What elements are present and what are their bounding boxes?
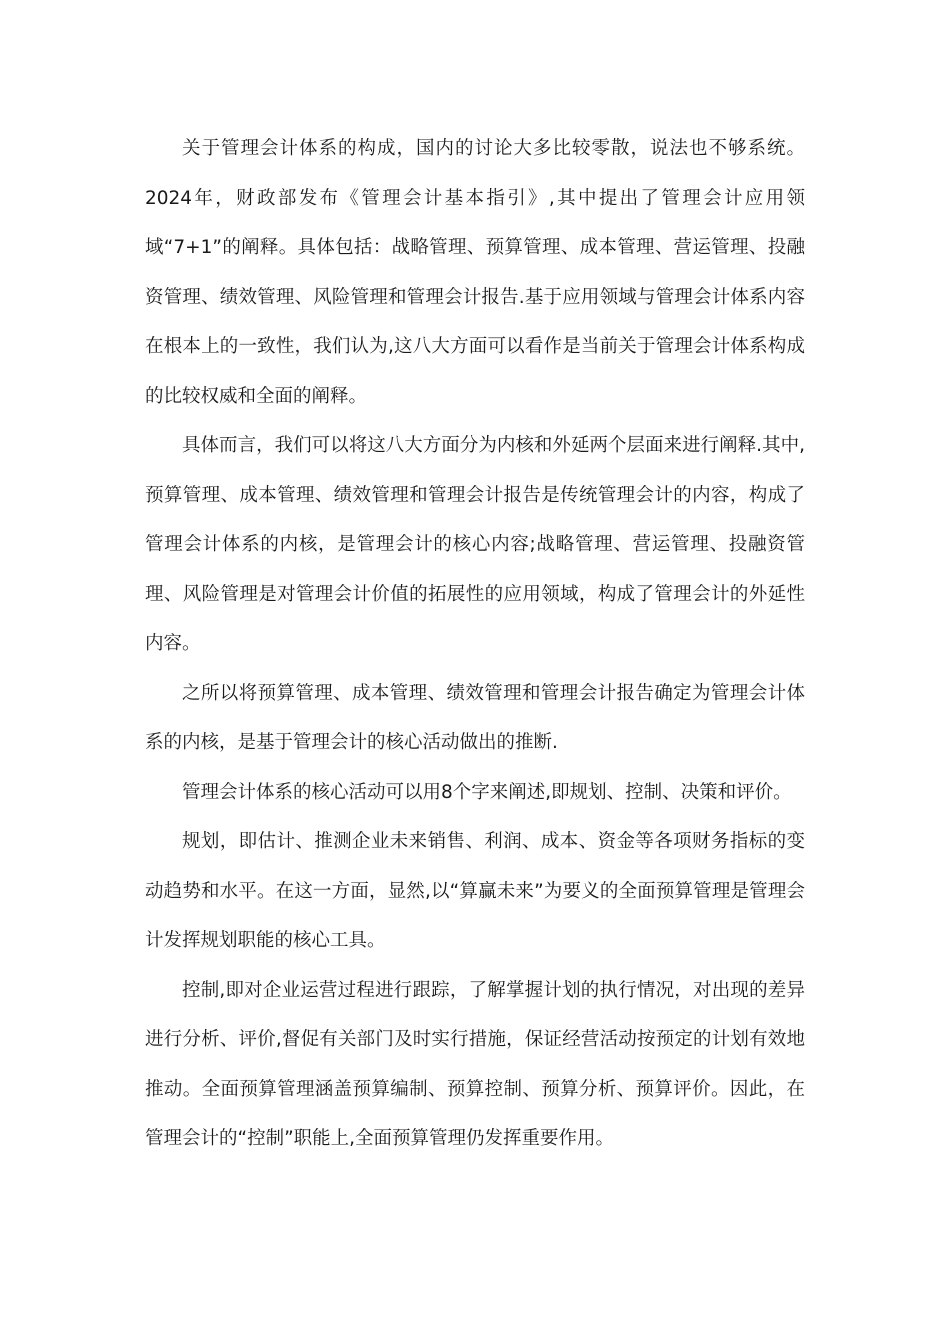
paragraph-core-reasoning: 之所以将预算管理、成本管理、绩效管理和管理会计报告确定为管理会计体系的内核，是基于管理会计的核心活动做出的推断. bbox=[145, 682, 805, 753]
paragraph-planning: 规划，即估计、推测企业未来销售、利润、成本、资金等各项财务指标的变动趋势和水平。在这一方面，显然,以“算赢未来”为要义的全面预算管理是管理会计发挥规划职能的核心工具。 bbox=[145, 831, 805, 951]
paragraph-control: 控制,即对企业运营过程进行跟踪，了解掌握计划的执行情况，对出现的差异进行分析、评价,督促有关部门及时实行措施，保证经营活动按预定的计划有效地推动。全面预算管理涵盖预算编制、预算控制、预算分析、预算评价。因此，在管理会计的“控制”职能上,全面预算管理仍发挥重要作用。 bbox=[145, 979, 805, 1149]
paragraph-core-and-extension: 具体而言，我们可以将这八大方面分为内核和外延两个层面来进行阐释.其中,预算管理、成本管理、绩效管理和管理会计报告是传统管理会计的内容，构成了管理会计体系的内核，是管理会计的核心内容;战略管理、营运管理、投融资管理、风险管理是对管理会计价值的拓展性的应用领域，构成了管理会计的外延性内容。 bbox=[145, 435, 805, 654]
paragraph-composition: 关于管理会计体系的构成，国内的讨论大多比较零散，说法也不够系统。2024年，财政部发布《管理会计基本指引》,其中提出了管理会计应用领域“7+1”的阐释。具体包括：战略管理、预算管理、成本管理、营运管理、投融资管理、绩效管理、风险管理和管理会计报告.基于应用领域与管理会计体系内容在根本上的一致性，我们认为,这八大方面可以看作是当前关于管理会计体系构成的比较权威和全面的阐释。 bbox=[145, 138, 805, 407]
paragraph-core-activities: 管理会计体系的核心活动可以用8个字来阐述,即规划、控制、决策和评价。 bbox=[182, 781, 792, 803]
document-body bbox=[145, 124, 805, 1164]
